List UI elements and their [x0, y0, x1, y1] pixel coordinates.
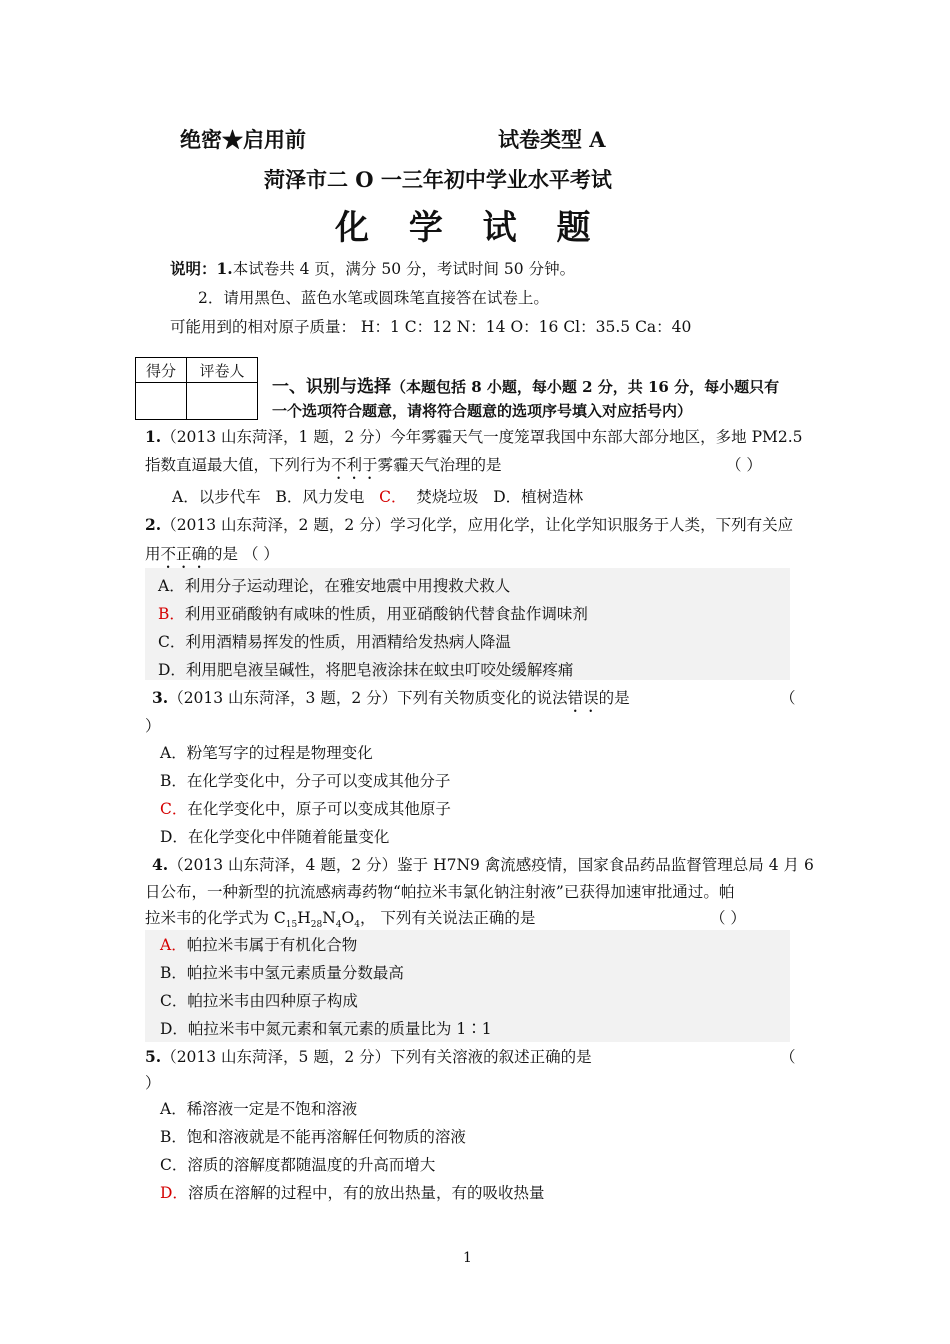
q3-emphasis: 错误	[567, 689, 599, 707]
subject-title: 化 学 试 题	[335, 208, 605, 248]
q2-num: 2.	[145, 515, 162, 534]
q3-option-a: A．粉笔写字的过程是物理变化	[160, 744, 373, 762]
q2-option-c: C．利用酒精易挥发的性质，用酒精给发热病人降温	[158, 633, 511, 651]
q2-emphasis: 不正确	[160, 545, 208, 563]
q5-num: 5.	[145, 1047, 162, 1066]
q5-paren-close: ）	[145, 1074, 161, 1092]
grader-header: 评卷人	[187, 358, 258, 383]
q4-line2: 日公布，一种新型的抗流感病毒药物“帕拉米韦氯化钠注射液”已获得加速审批通过。帕	[145, 883, 735, 901]
q4-option-c: C．帕拉米韦由四种原子构成	[160, 992, 358, 1010]
instructions-item1-num: 1.	[216, 259, 233, 278]
q1-num: 1.	[145, 427, 162, 446]
page-number: 1	[463, 1250, 472, 1266]
q3-option-c: C．在化学变化中，原子可以变成其他原子	[160, 800, 451, 818]
q3-option-d: D．在化学变化中伴随着能量变化	[160, 828, 390, 846]
q4-option-d: D．帕拉米韦中氮元素和氧元素的质量比为 1∶1	[160, 1020, 492, 1038]
q1-option-c-label: C．	[379, 488, 407, 506]
q3-paren-open: （	[780, 689, 796, 707]
q3-option-b: B．在化学变化中，分子可以变成其他分子	[160, 772, 451, 790]
q3-num: 3.	[152, 688, 169, 707]
q4-option-a: A．帕拉米韦属于有机化合物	[160, 936, 358, 954]
q4-answer-paren: （ ）	[710, 909, 746, 927]
q2-option-a: A．利用分子运动理论，在雅安地震中用搜救犬救人	[158, 577, 511, 595]
exam-title: 菏泽市二 O 一三年初中学业水平考试	[264, 167, 612, 192]
grader-cell	[187, 383, 258, 420]
section1-desc1: （本题包括 8 小题，每小题 2 分，共 16 分，每小题只有	[391, 378, 780, 396]
instructions-label: 说明：	[170, 259, 217, 278]
q2-option-b: B．利用亚硝酸钠有咸味的性质，用亚硝酸钠代替食盐作调味剂	[158, 605, 588, 623]
q5-line1: 5.（2013 山东菏泽，5 题，2 分）下列有关溶液的叙述正确的是	[145, 1047, 592, 1066]
q4-option-b: B．帕拉米韦中氢元素质量分数最高	[160, 964, 404, 982]
q1-option-d: D．植树造林	[493, 488, 584, 506]
section1-title: 一、识别与选择	[272, 377, 391, 397]
q1-line2: 指数直逼最大值，下列行为不利于雾霾天气治理的是	[145, 456, 502, 474]
score-cell	[136, 383, 187, 420]
section1-desc2: 一个选项符合题意，请将符合题意的选项序号填入对应括号内）	[272, 402, 693, 420]
secret-label: 绝密★启用前	[180, 127, 306, 152]
q5-option-b: B．饱和溶液就是不能再溶解任何物质的溶液	[160, 1128, 466, 1146]
q5-option-a: A．稀溶液一定是不饱和溶液	[160, 1100, 358, 1118]
q1-option-b: B．风力发电	[275, 488, 365, 506]
score-header: 得分	[136, 358, 187, 383]
q4-num: 4.	[152, 855, 169, 874]
q3-paren-close: ）	[145, 717, 161, 735]
q4-line3: 拉米韦的化学式为 $C_{15}H_{28}N_4O_4$， 下列有关说法正确的是	[145, 909, 536, 931]
q5-option-d: D．溶质在溶解的过程中，有的放出热量，有的吸收热量	[160, 1184, 545, 1202]
q3-line1: 3.（2013 山东菏泽，3 题，2 分）下列有关物质变化的说法错误的是	[152, 688, 630, 707]
q2-line2: 用不正确的是 （ ）	[145, 545, 279, 563]
score-table	[135, 357, 258, 420]
instructions-line1	[170, 259, 575, 279]
q1-answer-paren: （ ）	[726, 456, 762, 474]
atomic-mass-line: 可能用到的相对原子质量： H：1 C：12 N：14 O：16 Cl：35.5 Ca：40	[170, 318, 692, 336]
q1-options	[172, 487, 583, 507]
q5-option-c: C．溶质的溶解度都随温度的升高而增大	[160, 1156, 436, 1174]
paper-type: 试卷类型 A	[498, 127, 606, 152]
q5-paren-open: （	[780, 1048, 796, 1066]
section1-heading	[272, 372, 779, 397]
instructions-item2: 2．请用黑色、蓝色水笔或圆珠笔直接答在试卷上。	[198, 289, 549, 307]
q1-option-c: 焚烧垃圾	[416, 488, 479, 506]
q1-emphasis: 不利于	[331, 456, 378, 474]
q1-line1: 1.（2013 山东菏泽，1 题，2 分）今年雾霾天气一度笼罩我国中东部大部分地区，多地 PM2.5	[145, 427, 803, 446]
q2-line1: 2.（2013 山东菏泽，2 题，2 分）学习化学，应用化学，让化学知识服务于人类，下列有关应	[145, 515, 794, 534]
q2-option-d: D．利用肥皂液呈碱性，将肥皂液涂抹在蚊虫叮咬处缓解疼痛	[158, 661, 574, 679]
q1-option-a: A．以步代车	[172, 488, 261, 506]
instructions-item1: 本试卷共 4 页，满分 50 分，考试时间 50 分钟。	[232, 260, 576, 278]
q4-line1: 4.（2013 山东菏泽，4 题，2 分）鉴于 H7N9 禽流感疫情，国家食品药品监督管理总局 4 月 6	[152, 855, 814, 874]
